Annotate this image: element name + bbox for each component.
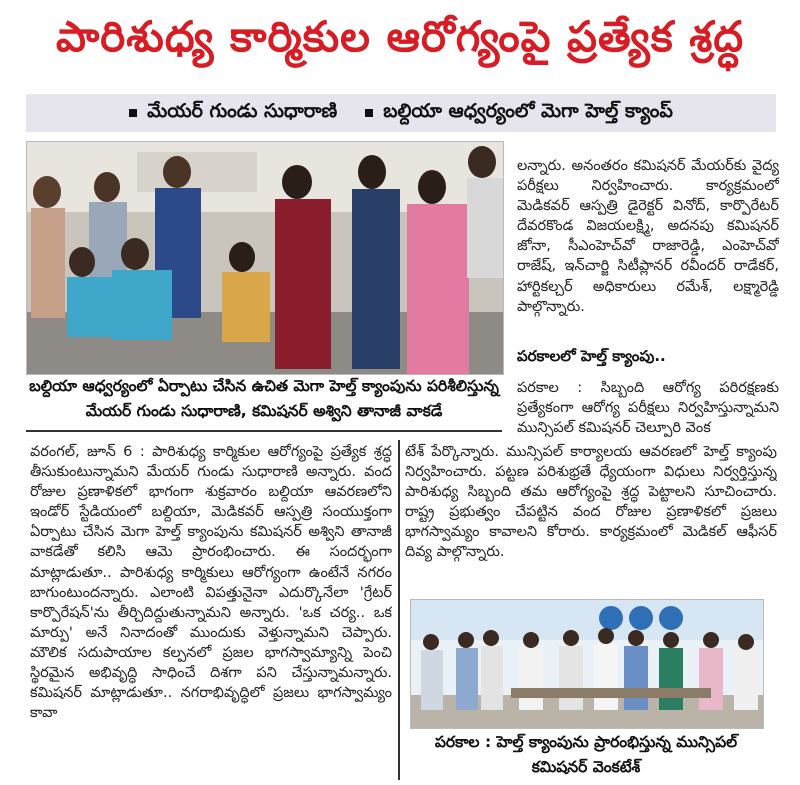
subhead-parakala: పరకాలలో హెల్త్ క్యాంపు..: [517, 347, 666, 365]
bullet-icon: [365, 109, 373, 117]
headline: పారిశుధ్య కార్మికుల ఆరోగ్యంపై ప్రత్యేక శ్రద్ధ: [55, 12, 745, 61]
subheading-text: బల్దియా ఆధ్వర్యంలో మెగా హెల్త్ క్యాంప్: [383, 99, 673, 122]
subheading-bar: [26, 94, 776, 132]
subheading-item: [365, 100, 673, 127]
article-text-right-parakala: పరకాల : సిబ్బంది ఆరోగ్య పరిరక్షణకు ప్రత్యేకంగా ఆరోగ్య పరీక్షలు నిర్వహిస్తున్నామని మున్సిపల్ కమిషనర్ చెల్పూరి వెంక: [517, 380, 779, 437]
photo-caption-parakala: పరకాల : హెల్త్ క్యాంపును ప్రారంభిస్తున్న మున్సిపల్ కమిషనర్ వెంకటేశ్: [434, 733, 738, 776]
photo-health-camp: [26, 141, 504, 375]
photo-caption-main: బల్దియా ఆధ్వర్యంలో ఏర్పాటు చేసిన ఉచిత మెగా హెల్త్ క్యాంపును పరిశీలిస్తున్న మేయర్ గుండు సుధారాణి, కమిషనర్ అశ్విని తానాజీ వాకడే: [29, 377, 499, 420]
bullet-icon: [129, 109, 137, 117]
article-text-continued: టేశ్ పేర్కొన్నారు. మున్సిపల్ కార్యాలయ ఆవరణలో హెల్త్ క్యాంపు నిర్వహించారు. పట్టణ పరిశుభ్రతే ధ్యేయంగా విధులు నిర్వర్తిస్తున్న పారిశుధ్య సిబ్బంది తమ ఆరోగ్యంపై శ్రద్ధ పెట్టాలని సూచించారు. రాష్ట్ర ప్రభుత్వం చేపట్టిన వంద రోజుల ప్రణాళికలో ప్రజలు భాగస్వామ్యం కావాలని కోరారు. కార్యక్రమంలో మెడికల్ ఆఫీసర్ దివ్య పాల్గొన్నారు.: [405, 444, 777, 561]
photo-parakala-health-camp: [410, 599, 764, 729]
article-text-left: వరంగల్, జూన్ 6 : పారిశుధ్య కార్మికుల ఆరోగ్యంపై ప్రత్యేక శ్రద్ధ తీసుకుంటున్నామని మేయర్ గుండు సుధారాణి అన్నారు. వంద రోజుల ప్రణాళికలో భాగంగా శుక్రవారం బల్దియా ఆవరణలోని ఇండోర్ స్టేడియంలో బల్దియా, మెడికవర్ ఆస్పత్రి సంయుక్తంగా ఏర్పాటు చేసిన మెగా హెల్త్ క్యాంపును కమిషనర్ అశ్విని తానాజీ వాకడేతో కలిసి ఆమె ప్రారంభించారు. ఈ సందర్భంగా మాట్లాడుతూ.. పారిశుధ్య కార్మికులు ఆరోగ్యంగా ఉంటేనే నగరం బాగుంటుందన్నారు. ఎలాంటి విపత్తునైనా ఎదుర్కొనేలా 'గ్రేటర్ కార్పొరేషన్'ను తీర్చిదిద్దుతున్నామని అన్నారు. 'ఒక చర్య.. ఒక మార్పు' అనే నినాదంతో ముందుకు వెళ్తున్నామని చెప్పారు. మౌలిక సదుపాయాల కల్పనలో ప్రజల భాగస్వామ్యాన్ని పెంచి స్థిరమైన అభివృద్ధి సాధించే దిశగా పని చేస్తున్నామన్నారు. కమిషనర్ మాట్లాడుతూ.. నగరాభివృద్ధిలో ప్రజలు భాగస్వామ్యం కావా: [30, 444, 392, 722]
subheading-item: [129, 100, 337, 127]
subheading-text: మేయర్ గుండు సుధారాణి: [147, 99, 338, 122]
article-text-right-top: లన్నారు. అనంతరం కమిషనర్ మేయర్‌కు వైద్య పరీక్షలు నిర్వహించారు. కార్యక్రమంలో మెడికవర్ ఆస్పత్రి డైరెక్టర్ వినోద్, కార్పొరేటర్ దేవరకొండ విజయలక్ష్మి, అదనపు కమిషనర్ జోనా, సీఎంహెచ్‌వో రాజారెడ్డి, ఎంహెచ్‌వో రాజేష్, ఇన్‌చార్జి సిటీప్లానర్ రవీందర్ రాడేకర్, హార్టికల్చర్ అధికారులు రమేశ్, లక్ష్మారెడ్డి పాల్గొన్నారు.: [517, 158, 779, 315]
divider: [26, 430, 502, 432]
column-divider: [398, 440, 400, 780]
